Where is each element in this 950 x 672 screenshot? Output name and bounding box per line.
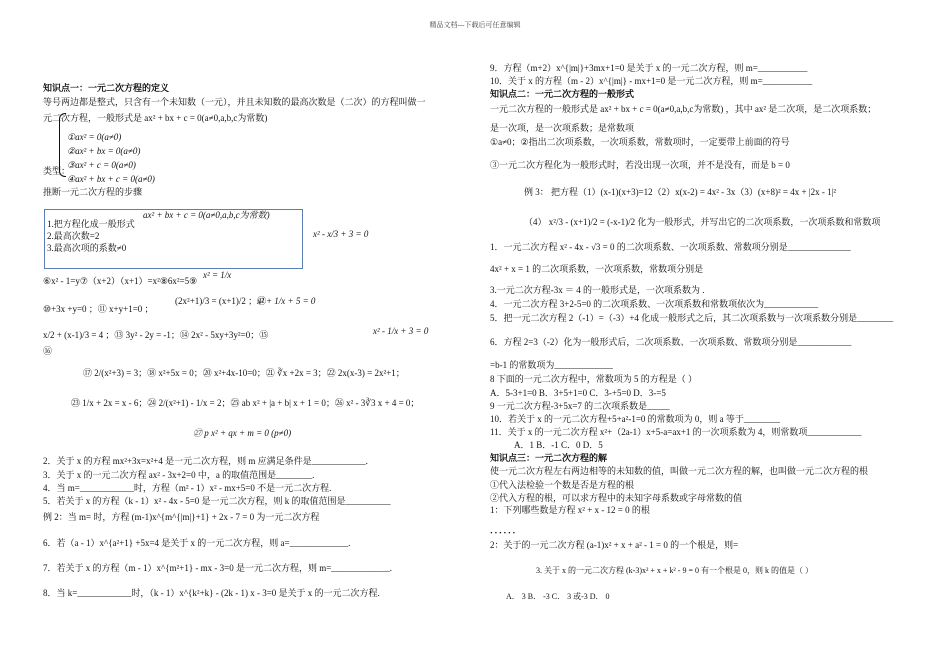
steps-title: 推断一元二次方程的步骤 (43, 187, 143, 197)
type-label: 类型： (43, 166, 71, 176)
question-5: 5．若关于 x 的方程（k - 1）x² - 4x - 5=0 是一元二次方程，则 k 的取值范围是__________ (43, 496, 391, 506)
case-4: ④ax² + bx + c = 0(a≠0) (67, 174, 155, 184)
equation-row-5: ㉓ 1/x + 2x = x - 6；㉔ 2/(x²+1) - 1/x = 2；㉕ ab x² + |a + b| x + 1 = 0；㉖ x² - 3∛3 x + 4 = 0； (71, 398, 420, 408)
equation-row-3: x/2 + (x-1)/3 = 4 ；⑬ 3y² - 2y = -1；⑭ 2x² - 5xy+3y²=0；⑮ (43, 330, 269, 340)
definition-line-2: 元二次方程，一般形式是 ax² + bx + c = 0(a≠0,a,b,c为常数) (43, 113, 268, 123)
dots: ．．．．．． (490, 525, 522, 535)
exercise-11: 11．关于 x 的一元二次方程 x²+（2a-1）x+5-a=ax+1 的一次项系数为 4，则常数项____________ (490, 427, 862, 437)
example-2: 例 2：当 m= 时，方程 (m-1)x^{m^{|m|}+1} + 2x - 7 = 0 为一元二次方程 (43, 512, 320, 522)
box-step-3: 3.最高次项的系数≠0 (47, 243, 127, 253)
exercise-11-options: A．1 B．-1 C．0 D．5 (514, 440, 603, 450)
equation-row-3-marker: ⑯ (43, 346, 53, 356)
exercise-2: 4x² + x = 1 的二次项系数，一次项系数，常数项分别是 (490, 264, 704, 274)
case-3: ③ax² + c = 0(a≠0) (67, 160, 136, 170)
exercise-1: 1．一元二次方程 x² - 4x - √3 = 0 的二次项系数、一次项系数、常数项分别是______________ (490, 242, 851, 252)
general-form-line-4: ③一元二次方程化为一般形式时，若没出现一次项，并不是没有，而是 b = 0 (490, 160, 790, 170)
equation-row-2: ⑩+3x +y=0 ；⑪ x+y+1=0 ； (43, 304, 154, 314)
page-header: 精品文档---下载后可任意编辑 (429, 21, 521, 29)
exercise-6: 6．方程 2=3（-2）化为一般形式后，二次项系数、一次项系数、常数项分别是____________ (490, 337, 852, 347)
exercise-10: 10．若关于 x 的一元二次方程+5+a²-1=0 的常数项为 0，则 a 等于________ (490, 414, 780, 424)
side-equation: x² - x/3 + 3 = 0 (313, 229, 369, 239)
exercise-4: 4．一元二次方程 3+2-5=0 的二次项系数、一次项系数和常数项依次为____________ (490, 299, 819, 309)
question-4: 4．当 m=____________时，方程（m² - 1）x² - mx+5=0 不是一元二次方程. (43, 483, 332, 493)
box-general-form: ax² + bx + c = 0(a≠0,a,b,c为常数) (143, 210, 270, 220)
equation-row-4: ⑰ 2/(x²+3) = 3；⑱ x²+5x = 0；⑳ x²+4x-10=0；㉑ ∛x +2x = 3；㉒ 2x(x-3) = 2x²+1； (83, 368, 405, 378)
question-9: 9．方程（m+2）x^{|m|}+3mx+1=0 是关于 x 的一元二次方程，则 m=___________ (490, 63, 808, 73)
question-10: 10．关于 x 的方程（m - 2）x^{|m|} - mx+1=0 是一元二次方程，则 m=___________ (490, 76, 813, 86)
equation-row-1: ⑥x² - 1=y⑦（x+2）（x+1）=x²⑧6x²=5⑨ (43, 276, 198, 286)
kp2-title: 知识点二：一元二次方程的一般形式 (490, 89, 635, 99)
definition-line-1: 等号两边都是整式，只含有一个未知数（一元），并且未知数的最高次数是（二次）的方程叫做一 (43, 97, 426, 107)
equation-row-3-fraction: x² - 1/x + 3 = 0 (373, 326, 429, 336)
box-step-1: 1.把方程化成一般形式 (47, 219, 135, 229)
solution-exercise-1: 1：下列哪些数是方程 x² + x - 12 = 0 的根 (490, 505, 650, 515)
exercise-5: 5．把一元二次方程 2（-1）=（-3）+4 化成一般形式之后，其二次项系数与一次项系数分别是________ (490, 313, 894, 323)
case-2: ②ax² + bx = 0(a≠0) (67, 146, 141, 156)
case-1: ①ax² = 0(a≠0) (67, 132, 122, 142)
solution-line-2: ①代入法检验一个数是否是方程的根 (490, 480, 635, 490)
solution-exercise-3: 3. 关于 x 的一元二次方程 (k-3)x² + x + k² - 9 = 0 有一个根是 0，则 k 的值是（ ） (536, 566, 813, 575)
example-3-line-1: 例 3： 把方程（1）(x-1)(x+3)=12（2）x(x-2) = 4x² - 3x（3）(x+8)² = 4x + |2x - 1|² (524, 187, 837, 197)
general-form-line-1: 一元二次方程的一般形式是 ax² + bx + c = 0(a≠0,a,b,c为常数) ，其中 ax² 是二次项，是二次项系数； (490, 104, 877, 114)
general-form-line-3: ①a≠0；②指出二次项系数，一次项系数，常数项时，一定要带上前面的符号 (490, 137, 790, 147)
case-brace (59, 113, 66, 177)
question-2: 2．关于 x 的方程 mx²+3x=x²+4 是一元二次方程，则 m 应满足条件是____________. (43, 456, 368, 466)
steps-box (44, 209, 303, 269)
kp1-title: 知识点一：一元二次方程的定义 (43, 83, 170, 93)
equation-row-1-fraction: x² = 1/x (203, 270, 232, 280)
solution-line-3: ②代入方程的根，可以求方程中的未知字母系数或字母常数的值 (490, 493, 743, 503)
question-3: 3．关于 x 的一元二次方程 ax² - 3x+2=0 中，a 的取值范围是________. (43, 470, 315, 480)
solution-exercise-2: 2：关于的一元二次方程 (a-1)x² + x + a² - 1 = 0 的一个根是，则= (490, 540, 739, 550)
example-3-line-2: （4） x²/3 - (x+1)/2 = (-x-1)/2 化为一般形式，并写出它的二次项系数，一次项系数和常数项 (524, 217, 881, 227)
general-form-line-2: 是一次项，是一次项系数；是常数项 (490, 123, 635, 133)
question-7: 7．若关于 x 的方程（m - 1）x^{m²+1} - mx - 3=0 是一元二次方程，则 m=_____________. (43, 563, 393, 573)
equation-row-2-fraction: (2x²+1)/3 = (x+1)/2 ；⑫ (175, 296, 267, 306)
exercise-6-b: =b-1 的常数项为_____________ (490, 360, 613, 370)
question-6: 6．若（a - 1）x^{a²+1} +5x=4 是关于 x 的一元二次方程，则 a=_____________. (43, 538, 351, 548)
question-8: 8．当 k=____________时，（k - 1）x^{k²+k} - (2k - 1) x - 3=0 是关于 x 的一元二次方程. (43, 588, 380, 598)
solution-line-1: 使一元二次方程左右两边相等的未知数的值，叫做一元二次方程的解，也叫做一元二次方程的根 (490, 466, 869, 476)
equation-row-6: ㉗ p x² + qx + m = 0 (p≠0) (193, 428, 292, 438)
box-step-2: 2.最高次数=2 (47, 231, 100, 241)
exercise-8: 8 下面的一元二次方程中，常数项为 5 的方程是（ ） (490, 374, 698, 384)
kp3-title: 知识点三：一元二次方程的解 (490, 453, 608, 463)
equation-row-2-extra: x² + 1/x + 5 = 0 (257, 296, 316, 306)
exercise-3: 3.一元二次方程-3x ＝ 4 的一般形式是，一次项系数为 . (490, 285, 705, 295)
solution-exercise-3-options: A． 3 B． -3 C． 3 或-3 D． 0 (506, 592, 610, 601)
exercise-9: 9 一元二次方程-3+5x=7 的二次项系数是_____ (490, 401, 670, 411)
exercise-8-options: A．5-3+1=0 B．3+5+1=0 C．3-+5=0 D．3-=5 (490, 388, 666, 398)
